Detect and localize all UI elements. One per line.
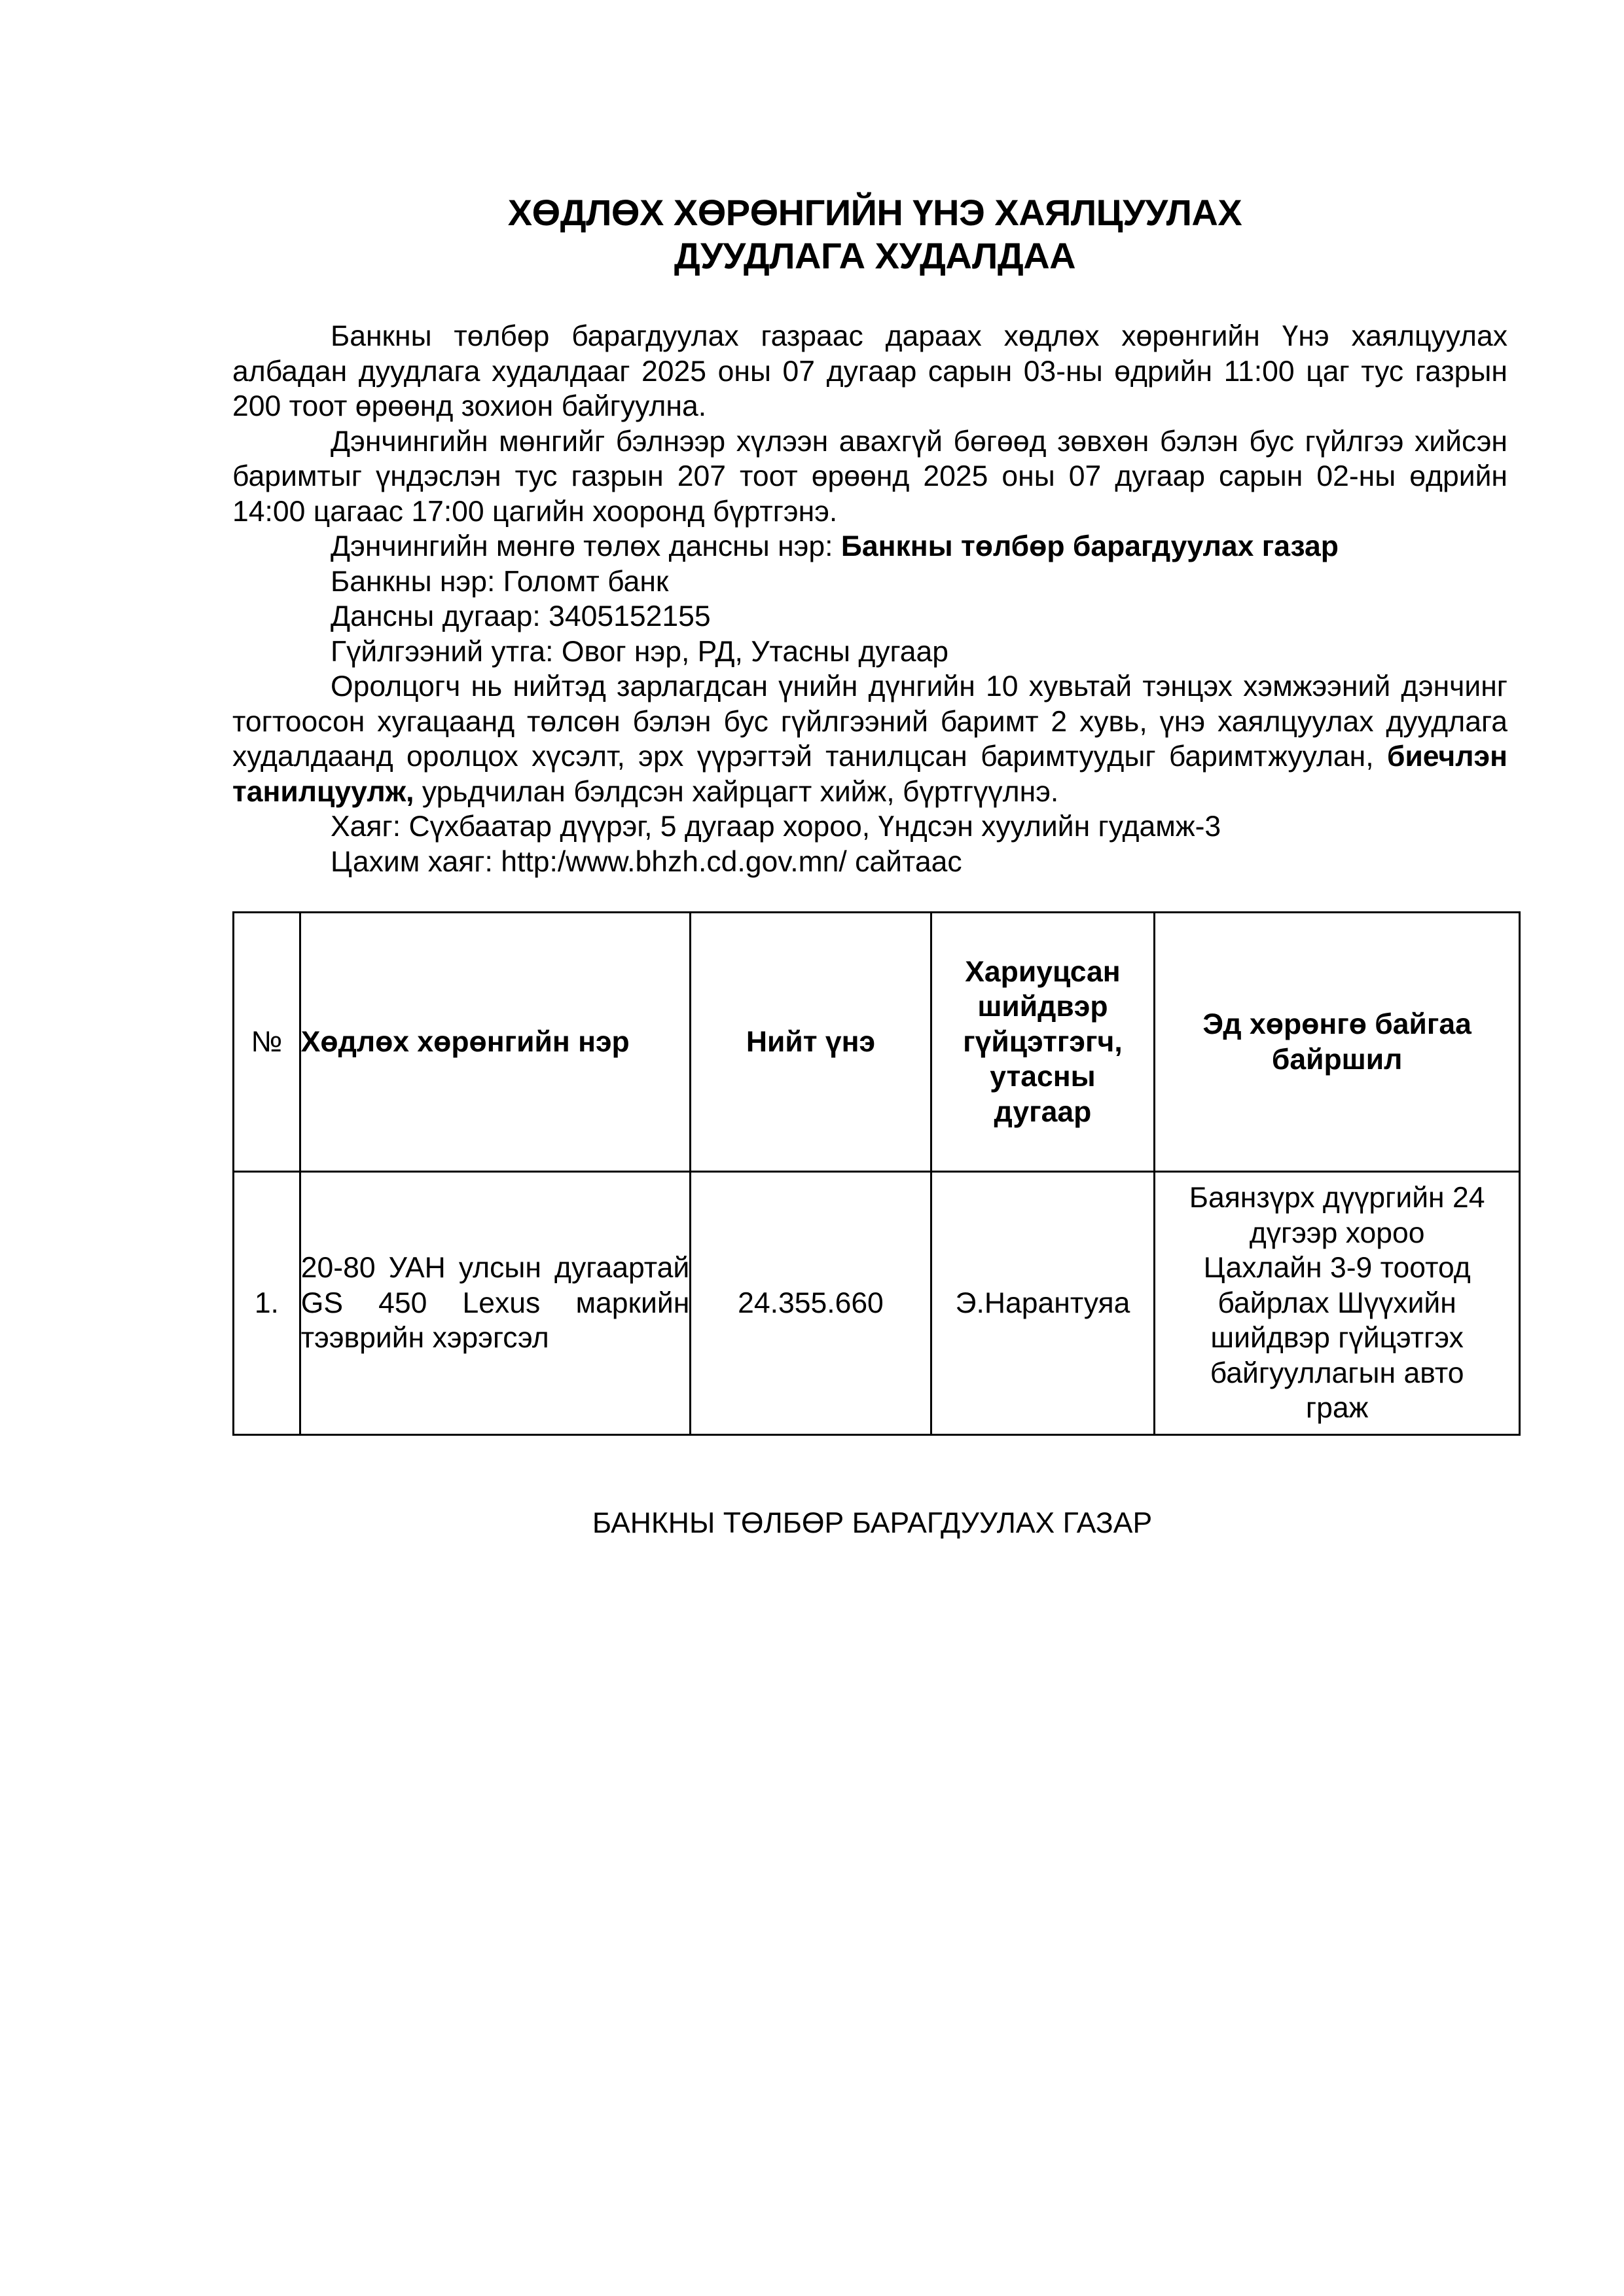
account-number-line: Дансны дугаар: 3405152155 [331,600,711,632]
paragraph-deposit-registration: Дэнчингийн мөнгийг бэлнээр хүлээн авахгүй бөгөөд зөвхөн бэлэн бус гүйлгээ хийсэн баримтыг үндэслэн тус газрын 207 тоот өрөөнд 2025 оны 07 дугаар сарын 02-ны өдрийн 14:00 цагаас 17:00 цагийн хооронд бүртгэнэ. [232,425,1507,528]
announcement-body [232,319,1507,879]
cell-total-price: 24.355.660 [691,1172,931,1435]
issuer-signature: БАНКНЫ ТӨЛБӨР БАРАГДУУЛАХ ГАЗАР [592,1507,1153,1539]
header-responsible-officer: Хариуцсан шийдвэр гүйцэтгэгч, утасны дугаар [931,913,1155,1172]
header-number: № [234,913,300,1172]
cell-responsible-officer: Э.Нарантуяа [931,1172,1155,1435]
cell-asset-location: Баянзүрх дүүргийн 24 дүгээр хороо Цахлайн 3-9 тоотод байрлах Шүүхийн шийдвэр гүйцэтгэх байгууллагын авто граж [1155,1172,1520,1435]
header-total-price: Нийт үнэ [691,913,931,1172]
paragraph-participant-requirements [232,669,1507,809]
cell-number: 1. [234,1172,300,1435]
header-asset-name: Хөдлөх хөрөнгийн нэр [300,913,691,1172]
document-title [63,191,1624,278]
account-name-value: Банкны төлбөр барагдуулах газар [840,530,1339,562]
bank-name-line: Банкны нэр: Голомт банк [331,565,669,598]
header-asset-location: Эд хөрөнгө байгаа байршил [1155,913,1520,1172]
title-line-2: ДУУДЛАГА ХУДАЛДАА [674,235,1076,276]
requirements-text-2: урьдчилан бэлдсэн хайрцагт хийж, бүртгүүлнэ. [414,775,1059,808]
title-line-1: ХӨДЛӨХ ХӨРӨНГИЙН ҮНЭ ХАЯЛЦУУЛАХ [507,192,1242,233]
website-line: Цахим хаяг: http:/www.bhzh.cd.gov.mn/ сайтаас [331,845,962,878]
account-name-line [232,529,1507,564]
address-line: Хаяг: Сүхбаатар дүүрэг, 5 дугаар хороо, Үндсэн хуулийн гудамж-3 [331,811,1221,843]
transaction-note-line: Гүйлгээний утга: Овог нэр, РД, Утасны дугаар [331,635,949,668]
cell-asset-name: 20-80 УАН улсын дугаартай GS 450 Lexus маркийн тээврийн хэрэгсэл [300,1172,691,1435]
account-name-label: Дэнчингийн мөнгө төлөх дансны нэр: [331,530,841,562]
table-header-row [234,913,1520,1172]
requirements-bold-text: биечлэн танилцуулж, [232,740,1507,808]
requirements-text-1: Оролцогч нь нийтэд зарлагдсан үнийн дүнгийн 10 хувьтай тэнцэх хэмжээний дэнчинг тогтоосон хугацаанд төлсөн бэлэн бус гүйлгээний баримт 2 хувь, үнэ хаялцуулах дуудлага худалдаанд оролцох хүсэлт, эрх үүрэгтэй танилцсан баримтуудыг баримтжуулан, [232,670,1507,773]
paragraph-auction-schedule: Банкны төлбөр барагдуулах газраас дараах хөдлөх хөрөнгийн Үнэ хаялцуулах албадан дуудлага худалдааг 2025 оны 07 дугаар сарын 03-ны өдрийн 11:00 цаг тус газрын 200 тоот өрөөнд зохион байгуулна. [232,320,1507,422]
assets-table [232,911,1521,1436]
table-row [234,1172,1520,1435]
